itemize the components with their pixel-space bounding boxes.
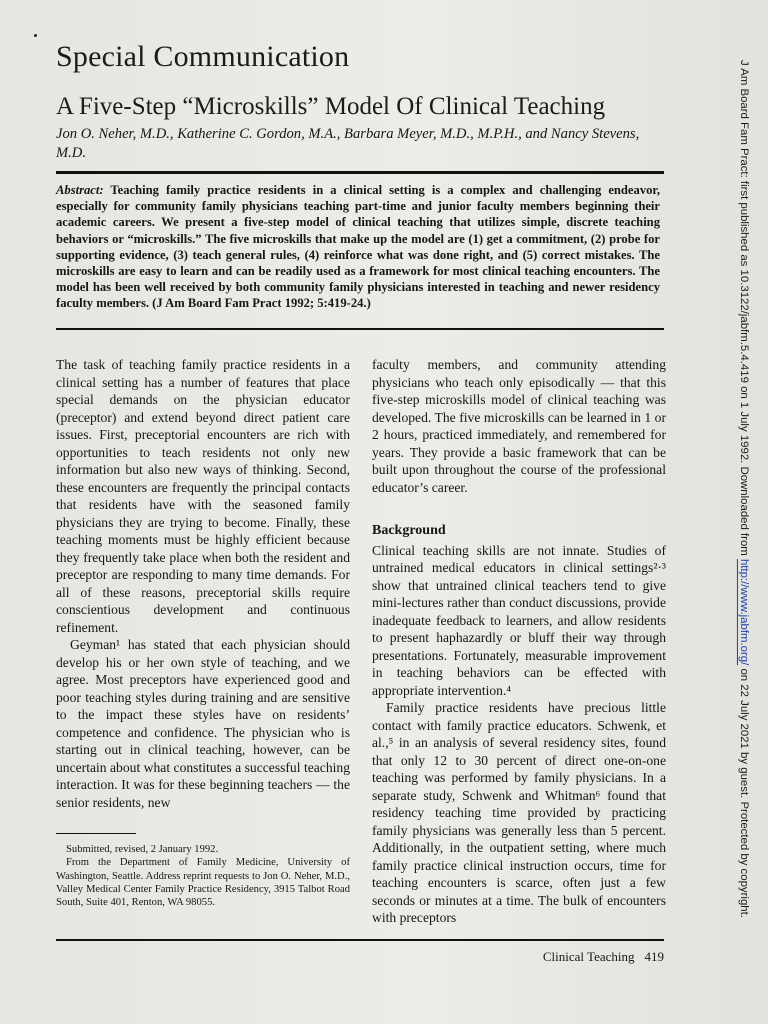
page-number: 419 xyxy=(644,949,664,964)
abstract-divider xyxy=(56,328,664,330)
body-paragraph: Family practice residents have precious little contact with family practice educators. Schwenk, et al.,⁵ in an analysis of several residency sites, found that only 12 to 30 percent of direct one-on-one teaching was performed by family physicians. In a separate study, Schwenk and Whitman⁶ found that residency teaching time provided by practicing family physicians was generally less than 5 percent. Additionally, in the outpatient setting, where much family practice clinical instruction occurs, time for teaching encounters is scarce, often just a few seconds or minutes at a time. The bulk of encounters with preceptors xyxy=(372,700,666,925)
side-note-text: J Am Board Fam Pract: first published as 10.3122/jabfm.5.4.419 on 1 July 1992. Downloaded from xyxy=(738,60,750,559)
body-paragraph: The task of teaching family practice residents in a clinical setting has a number of features that place special demands on the physician educator (preceptor) and extend beyond direct patient care issues. First, preceptorial encounters are rich with opportunities to teach residents not only new information but also new ways of thinking. Second, these encounters are frequently the principal contacts that residents have with the seasoned family physicians they are trying to become. Finally, these teaching moments must be highly efficient because they frequently take place when both the resident and preceptor are responding to many time demands. For all of these reasons, preceptorial skills require conscientious development and continuous refinement. xyxy=(56,357,350,635)
scan-speck xyxy=(34,34,37,37)
author-list: Jon O. Neher, M.D., Katherine C. Gordon, M.A., Barbara Meyer, M.D., M.P.H., and Nancy Stevens, M.D. xyxy=(56,126,640,161)
abstract-text: Teaching family practice residents in a clinical setting is a complex and challenging endeavor, especially for community family physicians teaching part-time and junior faculty members beginning their academic careers. We present a five-step model of clinical teaching that utilizes simple, discrete teaching behaviors or “microskills.” The five microskills that make up the model are (1) get a commitment, (2) probe for supporting evidence, (3) teach general rules, (4) reinforce what was done right, and (5) correct mistakes. The microskills are easy to learn and can be readily used as a framework for most clinical teaching encounters. The model has been well received by both community family physicians interested in teaching and newer residency faculty members. (J Am Board Fam Pract 1992; 5:419-24.) xyxy=(56,183,660,311)
footnote xyxy=(56,843,350,909)
body-column-right xyxy=(372,356,666,927)
footnote-affiliation: From the Department of Family Medicine, University of Washington, Seattle. Address reprint requests to Jon O. Neher, M.D., Valley Medical Center Family Practice Residency, 3915 Talbot Road South, Suite 401, Renton, WA 98055. xyxy=(56,857,350,909)
abstract xyxy=(56,182,660,312)
side-note-text-end: on 22 July 2021 by guest. Protected by copyright. xyxy=(738,665,750,918)
footnote-divider xyxy=(56,833,136,834)
header-divider xyxy=(56,171,664,174)
body-column-left xyxy=(56,356,350,811)
abstract-label: Abstract: xyxy=(56,183,104,197)
body-paragraph: faculty members, and community attending physicians who teach only episodically — that this five-step microskills model of clinical teaching was developed. The five microskills can be learned in 1 or 2 hours, practiced immediately, and remembered for years. They provide a basic framework that can be built upon throughout the course of the professional educator’s career. xyxy=(372,357,666,495)
footnote-submitted: Submitted, revised, 2 January 1992. xyxy=(66,844,219,855)
section-label: Special Communication xyxy=(56,40,350,73)
running-footer xyxy=(543,949,664,965)
body-paragraph: Geyman¹ has stated that each physician should develop his or her own style of teaching, and we agree. Most preceptors have experienced good and poor teaching styles during training and are sensitive to the impact these styles have on residents’ competence and confidence. The physician who is starting out in clinical teaching, however, can be uncertain about what constitutes a successful teaching interaction. It was for these beginning teachers — the senior residents, new xyxy=(56,637,350,810)
running-title: Clinical Teaching xyxy=(542,949,635,964)
copyright-side-note xyxy=(738,60,750,918)
section-heading-background: Background xyxy=(372,523,446,538)
body-paragraph: Clinical teaching skills are not innate. Studies of untrained medical educators in clinical settings²·³ show that untrained clinical teachers tend to give mini-lectures rather than conduct discussions, provide inadequate feedback to learners, and allow residents to present haphazardly or bluff their way through presentations. Fortunately, measurable improvement in teaching behaviors can be effected with appropriate intervention.⁴ xyxy=(372,542,666,698)
article-title: A Five-Step “Microskills” Model Of Clinical Teaching xyxy=(56,93,606,120)
footer-divider xyxy=(56,939,664,941)
journal-link[interactable]: http://www.jabfm.org/ xyxy=(738,558,750,666)
